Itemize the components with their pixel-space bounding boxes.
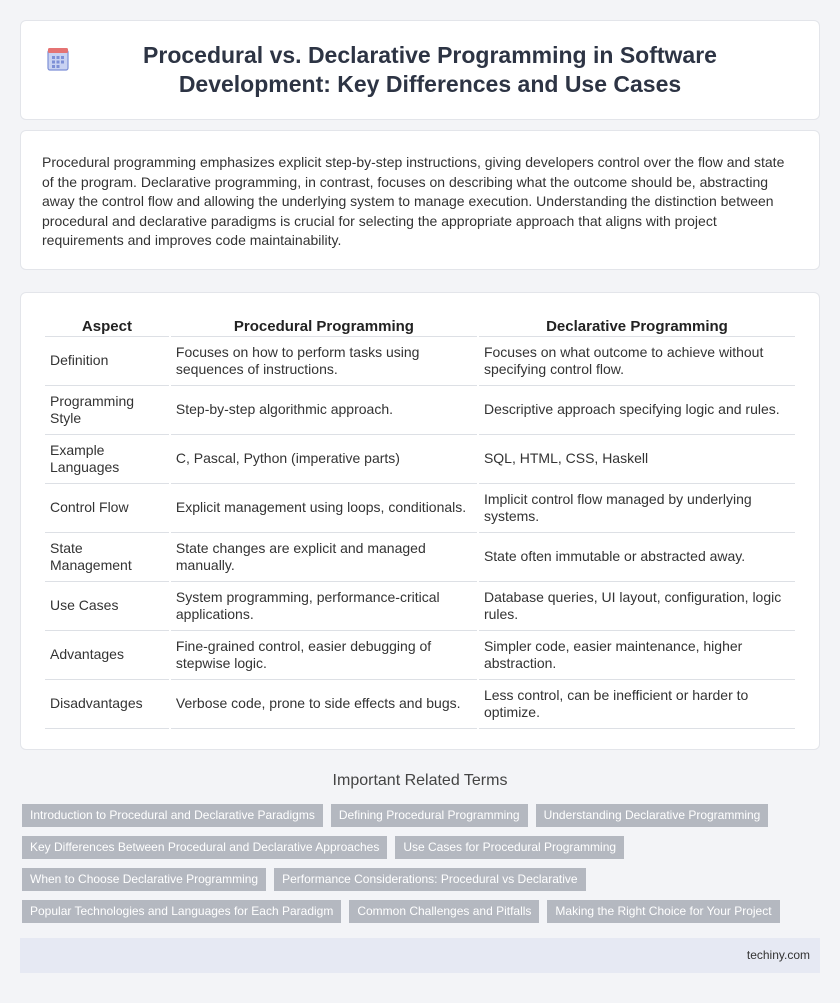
related-terms-title: Important Related Terms: [332, 772, 508, 789]
table-row: [45, 435, 795, 484]
table-row: [45, 631, 795, 680]
procedural-cell: System programming, performance-critical applications.: [171, 582, 477, 631]
declarative-cell: Focuses on what outcome to achieve without specifying control flow.: [479, 337, 795, 386]
page-title: Procedural vs. Declarative Programming in Software Development: Key Differences and Use Cases: [143, 42, 717, 97]
header-aspect: Aspect: [45, 315, 169, 337]
related-tag[interactable]: Understanding Declarative Programming: [536, 804, 769, 827]
aspect-cell: Definition: [45, 337, 169, 386]
intro-card: [20, 130, 820, 270]
declarative-cell: State often immutable or abstracted away.: [479, 533, 795, 582]
table-row: [45, 337, 795, 386]
comparison-card: [20, 292, 820, 750]
related-tag[interactable]: Use Cases for Procedural Programming: [395, 836, 624, 859]
footer-site-link[interactable]: techiny.com: [746, 948, 810, 962]
related-tag[interactable]: Key Differences Between Procedural and Declarative Approaches: [22, 836, 387, 859]
aspect-cell: Example Languages: [45, 435, 169, 484]
header-declarative: Declarative Programming: [479, 315, 795, 337]
table-header-row: [45, 315, 795, 337]
comparison-table: [43, 315, 797, 729]
related-tag[interactable]: Performance Considerations: Procedural vs Declarative: [274, 868, 585, 891]
declarative-cell: Less control, can be inefficient or harder to optimize.: [479, 680, 795, 729]
table-row: [45, 582, 795, 631]
related-tag[interactable]: Popular Technologies and Languages for Each Paradigm: [22, 900, 341, 923]
footer: [20, 938, 820, 973]
related-tag[interactable]: Defining Procedural Programming: [331, 804, 528, 827]
table-row: [45, 533, 795, 582]
declarative-cell: Database queries, UI layout, configuration, logic rules.: [479, 582, 795, 631]
procedural-cell: Verbose code, prone to side effects and bugs.: [171, 680, 477, 729]
declarative-cell: Simpler code, easier maintenance, higher abstraction.: [479, 631, 795, 680]
aspect-cell: Programming Style: [45, 386, 169, 435]
table-row: [45, 484, 795, 533]
declarative-cell: Implicit control flow managed by underlying systems.: [479, 484, 795, 533]
related-tag[interactable]: Common Challenges and Pitfalls: [349, 900, 539, 923]
related-tag[interactable]: Making the Right Choice for Your Project: [547, 900, 779, 923]
procedural-cell: C, Pascal, Python (imperative parts): [171, 435, 477, 484]
aspect-cell: Control Flow: [45, 484, 169, 533]
related-tag[interactable]: When to Choose Declarative Programming: [22, 868, 266, 891]
header-card: [20, 20, 820, 120]
related-tag[interactable]: Introduction to Procedural and Declarative Paradigms: [22, 804, 323, 827]
declarative-cell: Descriptive approach specifying logic and rules.: [479, 386, 795, 435]
aspect-cell: Advantages: [45, 631, 169, 680]
aspect-cell: State Management: [45, 533, 169, 582]
table-row: [45, 680, 795, 729]
declarative-cell: SQL, HTML, CSS, Haskell: [479, 435, 795, 484]
intro-paragraph: Procedural programming emphasizes explicit step-by-step instructions, giving developers control over the flow and state of the program. Declarative programming, in contrast, focuses on describing what the outcome should be, abstracting away the control flow and allowing the underlying system to manage execution. Understanding the distinction between procedural and declarative paradigms is crucial for selecting the appropriate approach that aligns with project requirements and improves code maintainability.: [42, 154, 785, 248]
procedural-cell: Fine-grained control, easier debugging of stepwise logic.: [171, 631, 477, 680]
procedural-cell: Explicit management using loops, conditionals.: [171, 484, 477, 533]
aspect-cell: Use Cases: [45, 582, 169, 631]
procedural-cell: Step-by-step algorithmic approach.: [171, 386, 477, 435]
related-tags: [22, 804, 822, 923]
table-row: [45, 386, 795, 435]
aspect-cell: Disadvantages: [45, 680, 169, 729]
header-procedural: Procedural Programming: [171, 315, 477, 337]
procedural-cell: Focuses on how to perform tasks using sequences of instructions.: [171, 337, 477, 386]
procedural-cell: State changes are explicit and managed manually.: [171, 533, 477, 582]
